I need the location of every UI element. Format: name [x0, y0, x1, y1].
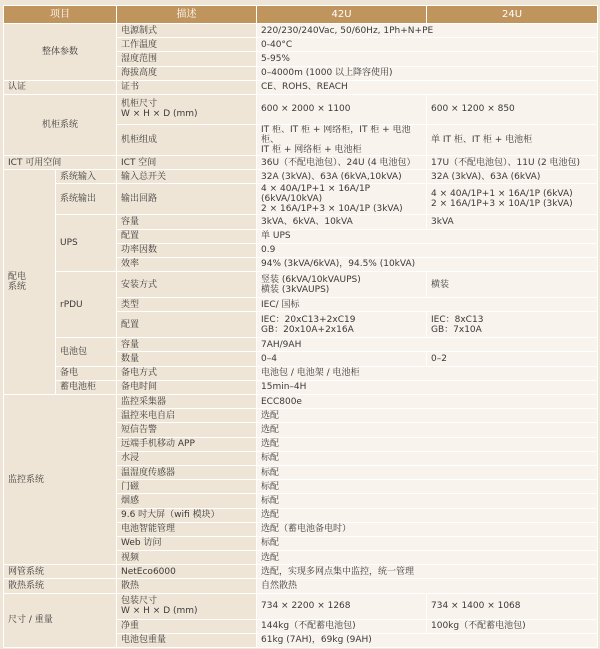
value-cell: 单 UPS — [257, 229, 598, 243]
description-cell: 视频 — [117, 551, 257, 565]
value-cell-42u: IT 柜、IT 柜 + 网络柜，IT 柜 + 电池柜、 IT 柜 + 网络柜 + 电池柜 — [257, 124, 427, 155]
subcategory-cell: 蓄电池柜 — [56, 380, 117, 394]
category-cell: ICT 可用空间 — [4, 155, 117, 169]
value-cell: 选配 — [257, 508, 598, 522]
description-cell: ICT 空间 — [117, 155, 257, 169]
value-cell: 0-40°C — [257, 38, 598, 52]
value-cell-24u: 100kg（不配蓄电池包) — [427, 619, 598, 633]
value-cell-24u: 0–2 — [427, 352, 598, 366]
description-cell: 效率 — [117, 257, 257, 271]
table-row — [4, 215, 598, 229]
table-row — [4, 272, 598, 298]
description-cell: 远端手机移动 APP — [117, 437, 257, 451]
description-cell: 证书 — [117, 80, 257, 94]
description-cell: 输出回路 — [117, 184, 257, 215]
category-cell: 整体参数 — [4, 24, 117, 81]
value-cell-42u: 144kg（不配蓄电池包) — [257, 619, 427, 633]
description-cell: 电池智能管理 — [117, 522, 257, 536]
category-cell: 机柜系统 — [4, 94, 117, 155]
value-cell: 标配 — [257, 536, 598, 550]
value-cell-24u: IEC：8xC13 GB：7x10A — [427, 312, 598, 338]
value-cell: 标配 — [257, 480, 598, 494]
value-cell: 94% (3kVA/6kVA)，94.5% (10kVA) — [257, 257, 598, 271]
table-row — [4, 395, 598, 409]
value-cell: 标配 — [257, 465, 598, 479]
value-cell-42u: 3kVA、6kVA、10kVA — [257, 215, 427, 229]
value-cell-24u: 4 × 40A/1P+1 × 16A/1P (6kVA) 2 × 16A/1P+3 × 10A/1P (3kVA) — [427, 184, 598, 215]
header-description: 描述 — [117, 6, 257, 24]
value-cell-24u: 600 × 1200 × 850 — [427, 94, 598, 124]
value-cell-42u: 32A (3kVA)、63A (6kVA,10kVA) — [257, 170, 427, 184]
description-cell: 类型 — [117, 298, 257, 312]
value-cell: 选配 — [257, 409, 598, 423]
value-cell-42u: IEC：20xC13+2xC19 GB：20x10A+2x16A — [257, 312, 427, 338]
value-cell: 61kg (7AH)，69kg (9AH) — [257, 633, 598, 647]
value-cell: 标配 — [257, 451, 598, 465]
description-cell: 工作温度 — [117, 38, 257, 52]
value-cell: 标配 — [257, 494, 598, 508]
description-cell: 短信告警 — [117, 423, 257, 437]
description-cell: 散热 — [117, 579, 257, 593]
value-cell: IEC/ 国标 — [257, 298, 598, 312]
table-header-row — [4, 6, 598, 24]
table-row — [4, 184, 598, 215]
value-cell: 自然散热 — [257, 579, 598, 593]
value-cell-42u: 734 × 2200 × 1268 — [257, 593, 427, 619]
category-cell: 尺寸 / 重量 — [4, 593, 117, 647]
description-cell: 输入总开关 — [117, 170, 257, 184]
description-cell: 容量 — [117, 215, 257, 229]
description-cell: 功率因数 — [117, 243, 257, 257]
description-cell: 数量 — [117, 352, 257, 366]
header-42u: 42U — [257, 6, 427, 24]
description-cell: 容量 — [117, 338, 257, 352]
spec-table — [3, 5, 598, 648]
value-cell-42u: 600 × 2000 × 1100 — [257, 94, 427, 124]
value-cell: 选配，实现多网点集中监控，统一管理 — [257, 565, 598, 579]
subcategory-cell: 电池包 — [56, 338, 117, 366]
table-row — [4, 579, 598, 593]
value-cell-24u: 横装 — [427, 272, 598, 298]
description-cell: 机柜尺寸 W × H × D (mm) — [117, 94, 257, 124]
description-cell: 湿度范围 — [117, 52, 257, 66]
category-cell: 网管系统 — [4, 565, 117, 579]
value-cell: 15min–4H — [257, 380, 598, 394]
category-cell: 散热系统 — [4, 579, 117, 593]
description-cell: 9.6 吋大屏（wifi 模块） — [117, 508, 257, 522]
description-cell: 电池包重量 — [117, 633, 257, 647]
table-row — [4, 24, 598, 38]
description-cell: Web 访问 — [117, 536, 257, 550]
description-cell: 电源制式 — [117, 24, 257, 38]
value-cell-42u: 4 × 40A/1P+1 × 16A/1P (6kVA/10kVA) 2 × 16A/1P+3 × 10A/1P (3kVA) — [257, 184, 427, 215]
description-cell: 门磁 — [117, 480, 257, 494]
category-cell: 配电 系统 — [4, 170, 56, 395]
value-cell: 选配 — [257, 423, 598, 437]
subcategory-cell: 备电 — [56, 366, 117, 380]
table-row — [4, 565, 598, 579]
value-cell-24u: 单 IT 柜、IT 柜 + 电池柜 — [427, 124, 598, 155]
description-cell: 净重 — [117, 619, 257, 633]
description-cell: 水浸 — [117, 451, 257, 465]
value-cell-24u: 32A (3kVA)、63A (6kVA) — [427, 170, 598, 184]
description-cell: 温控来电自启 — [117, 409, 257, 423]
description-cell: 温湿度传感器 — [117, 465, 257, 479]
description-cell: 监控采集器 — [117, 395, 257, 409]
description-cell: 包装尺寸 W × H × D (mm) — [117, 593, 257, 619]
table-row — [4, 170, 598, 184]
description-cell: 安装方式 — [117, 272, 257, 298]
description-cell: 备电方式 — [117, 366, 257, 380]
description-cell: 机柜组成 — [117, 124, 257, 155]
description-cell: 备电时间 — [117, 380, 257, 394]
value-cell: 220/230/240Vac, 50/60Hz, 1Ph+N+PE — [257, 24, 598, 38]
value-cell: 选配（蓄电池备电时） — [257, 522, 598, 536]
value-cell: 5-95% — [257, 52, 598, 66]
description-cell: 配置 — [117, 312, 257, 338]
value-cell: 选配 — [257, 437, 598, 451]
value-cell: 电池包 / 电池架 / 电池柜 — [257, 366, 598, 380]
category-cell: 认证 — [4, 80, 117, 94]
value-cell-42u: 竖装 (6kVA/10kVAUPS) 横装 (3kVAUPS) — [257, 272, 427, 298]
category-cell: 监控系统 — [4, 395, 117, 565]
value-cell: 选配 — [257, 551, 598, 565]
value-cell-42u: 0–4 — [257, 352, 427, 366]
table-row — [4, 338, 598, 352]
value-cell: 7AH/9AH — [257, 338, 598, 352]
table-row — [4, 94, 598, 124]
value-cell-24u: 17U（不配电池包）、11U (2 电池包) — [427, 155, 598, 169]
value-cell-24u: 3kVA — [427, 215, 598, 229]
value-cell-42u: 36U（不配电池包）、24U (4 电池包） — [257, 155, 427, 169]
value-cell: 0.9 — [257, 243, 598, 257]
value-cell: 0–4000m (1000 以上降容使用) — [257, 66, 598, 80]
description-cell: 海拔高度 — [117, 66, 257, 80]
value-cell: ECC800e — [257, 395, 598, 409]
description-cell: NetEco6000 — [117, 565, 257, 579]
header-item: 项目 — [4, 6, 117, 24]
value-cell: CE、ROHS、REACH — [257, 80, 598, 94]
table-row — [4, 593, 598, 619]
description-cell: 烟感 — [117, 494, 257, 508]
table-row — [4, 155, 598, 169]
subcategory-cell: 系统输入 — [56, 170, 117, 184]
subcategory-cell: rPDU — [56, 272, 117, 338]
subcategory-cell: UPS — [56, 215, 117, 272]
table-row — [4, 380, 598, 394]
table-row — [4, 80, 598, 94]
value-cell-24u: 734 × 1400 × 1068 — [427, 593, 598, 619]
description-cell: 配置 — [117, 229, 257, 243]
subcategory-cell: 系统输出 — [56, 184, 117, 215]
header-24u: 24U — [427, 6, 598, 24]
table-row — [4, 366, 598, 380]
